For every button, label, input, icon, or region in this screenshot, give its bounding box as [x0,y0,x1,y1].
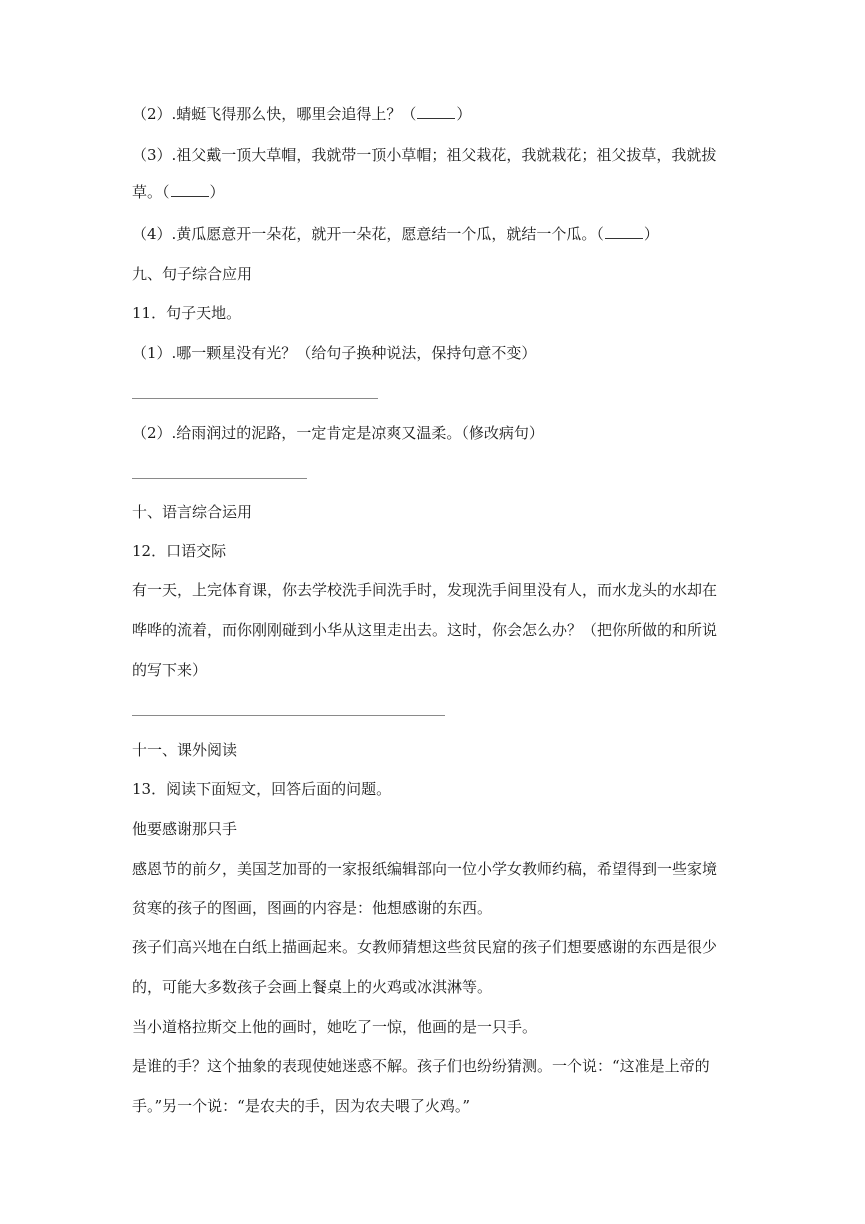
q13-title: 13．阅读下面短文，回答后面的问题。 [132,780,392,798]
q12-title: 12．口语交际 [132,542,227,560]
answer-line[interactable] [132,398,378,399]
story-paragraph-4-line-1: 是谁的手？这个抽象的表现使她迷惑不解。孩子们也纷纷猜测。一个说：“这准是上帝的 [132,1057,710,1075]
section-9-heading: 九、句子综合应用 [132,265,253,283]
q10-item-3-line-2 [132,182,225,202]
story-paragraph-3: 当小道格拉斯交上他的画时，她吃了一惊，他画的是一只手。 [132,1018,538,1036]
section-10-heading: 十、语言综合运用 [132,503,253,521]
story-paragraph-2-line-1: 孩子们高兴地在白纸上描画起来。女教师猜想这些贫民窟的孩子们想要感谢的东西是很少 [132,938,718,956]
story-paragraph-4-line-2: 手。”另一个说：“是农夫的手，因为农夫喂了火鸡。” [132,1097,471,1115]
q10-item-3-close: ） [209,183,225,201]
story-title: 他要感谢那只手 [132,820,238,838]
q11-item-2: （2）.给雨润过的泥路，一定肯定是凉爽又温柔。（修改病句） [132,424,544,442]
q11-item-1: （1）.哪一颗星没有光？（给句子换种说法，保持句意不变） [132,344,537,362]
q10-item-3-line-1: （3）.祖父戴一顶大草帽，我就带一顶小草帽；祖父栽花，我就栽花；祖父拔草，我就拔 [132,146,717,164]
q12-prompt-line-3: 的写下来） [132,661,208,679]
section-11-heading: 十一、课外阅读 [132,741,238,759]
q10-item-4-close: ） [643,225,659,243]
story-paragraph-1-line-2: 贫寒的孩子的图画，图画的内容是：他想感谢的东西。 [132,899,493,917]
q10-item-3-text: 草。（ [132,183,170,201]
q10-item-4-text: （4）.黄瓜愿意开一朵花，就开一朵花，愿意结一个瓜，就结一个瓜。（ [132,225,604,243]
answer-line[interactable] [132,715,445,716]
q11-title: 11．句子天地。 [132,304,242,322]
answer-blank[interactable] [171,183,209,197]
q12-prompt-line-1: 有一天，上完体育课，你去学校洗手间洗手时，发现洗手间里没有人，而水龙头的水却在 [132,581,718,599]
story-paragraph-1-line-1: 感恩节的前夕，美国芝加哥的一家报纸编辑部向一位小学女教师约稿，希望得到一些家境 [132,860,718,878]
q10-item-2-text: （2）.蜻蜓飞得那么快，哪里会追得上？（ [132,105,417,123]
answer-blank[interactable] [417,105,455,119]
q10-item-2-close: ） [456,105,472,123]
q10-item-2 [132,104,471,124]
answer-line[interactable] [132,478,307,479]
story-paragraph-2-line-2: 的，可能大多数孩子会画上餐桌上的火鸡或冰淇淋等。 [132,978,493,996]
answer-blank[interactable] [605,225,643,239]
q12-prompt-line-2: 哗哗的流着，而你刚刚碰到小华从这里走出去。这时，你会怎么办？（把你所做的和所说 [132,621,718,639]
q10-item-4 [132,224,659,244]
